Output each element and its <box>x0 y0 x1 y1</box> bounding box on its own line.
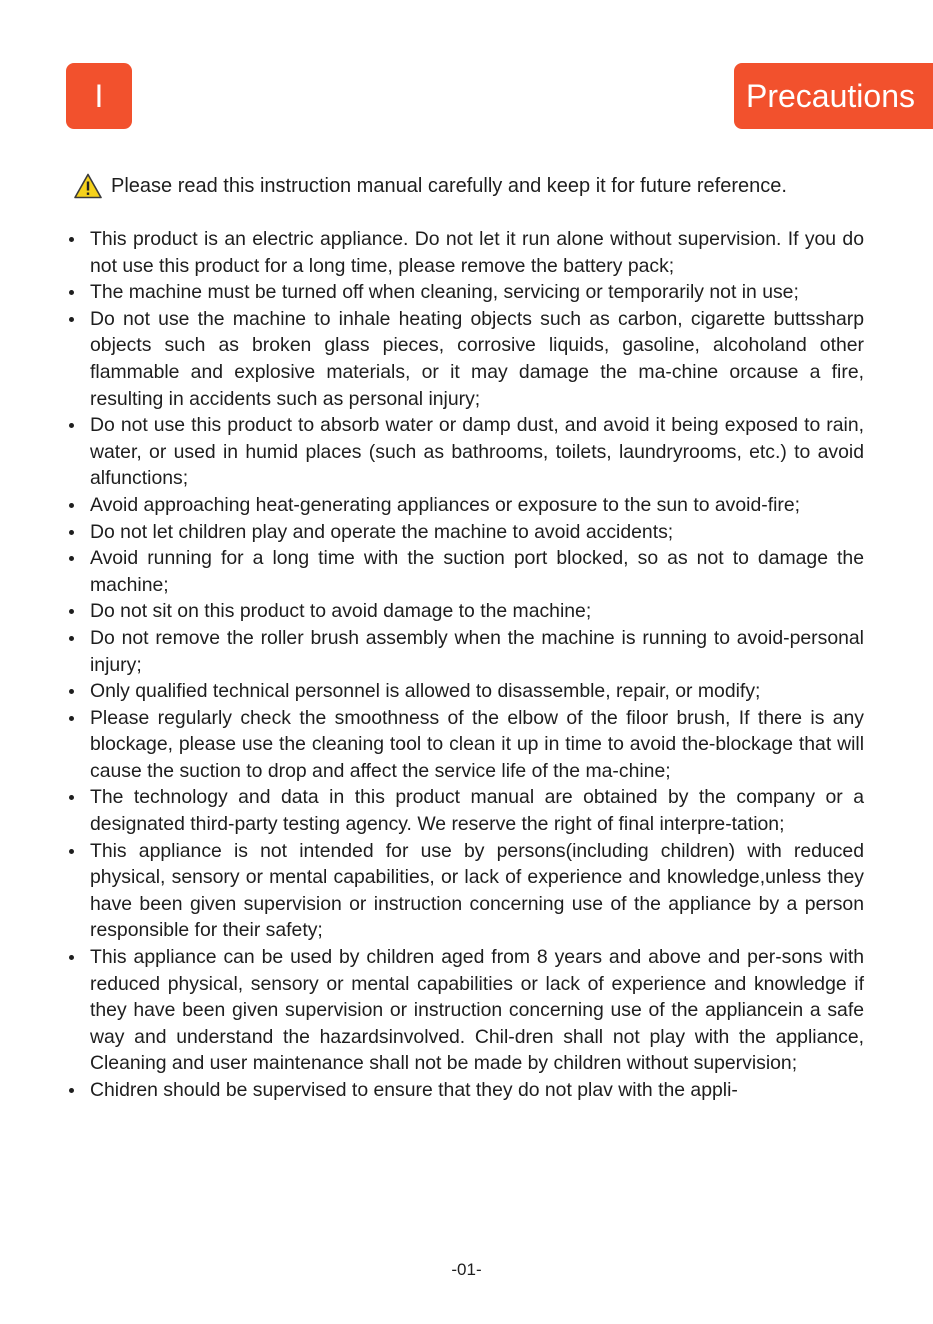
section-title: Precautions <box>746 77 915 114</box>
list-item: Please regularly check the smoothness of the elbow of the filoor brush, If there is any blockage, please use the cleaning tool to clean it up in time to avoid the-blockage that will cause the suction to drop and affect the service life of the ma-chine; <box>60 705 864 785</box>
list-item: Do not use the machine to inhale heating objects such as carbon, cigarette buttssharp objects such as broken glass pieces, corrosive liquids, gasoline, alcoholand other flammable and explosive materials, or it may damage the ma-chine orcause a fire, resulting in accidents such as personal injury; <box>60 306 864 412</box>
chapter-badge <box>66 63 132 129</box>
list-item: Avoid approaching heat-generating appliances or exposure to the sun to avoid-fire; <box>60 492 864 519</box>
list-item: Do not remove the roller brush assembly when the machine is running to avoid-personal injury; <box>60 625 864 678</box>
precautions-list <box>60 226 864 1104</box>
warning-icon <box>74 173 102 199</box>
list-item: This appliance is not intended for use by persons(including children) with reduced physical, sensory or mental capabilities, or lack of experience and knowledge,unless they have been given supervision or instruction concerning use of the appliance by a person responsible for their safety; <box>60 838 864 944</box>
list-item: The technology and data in this product manual are obtained by the company or a designated third-party testing agency. We reserve the right of final interpre-tation; <box>60 784 864 837</box>
section-title-badge <box>734 63 933 129</box>
list-item: This appliance can be used by children aged from 8 years and above and per-sons with reduced physical, sensory or mental capabilities or lack of experience and knowledge if they have been given supervision or instruction concerning use of the appliancein a safe way and understand the hazardsinvolved. Chil-dren shall not play with the appliance, Cleaning and user maintenance shall not be made by children without supervision; <box>60 944 864 1077</box>
list-item: Do not use this product to absorb water or damp dust, and avoid it being exposed to rain, water, or used in humid places (such as bathrooms, toilets, laundryrooms, etc.) to avoid alfunctions; <box>60 412 864 492</box>
list-item: This product is an electric appliance. Do not let it run alone without supervision. If you do not use this product for a long time, please remove the battery pack; <box>60 226 864 279</box>
list-item: Only qualified technical personnel is allowed to disassemble, repair, or modify; <box>60 678 864 705</box>
notice-text: Please read this instruction manual carefully and keep it for future reference. <box>111 174 787 197</box>
list-item: The machine must be turned off when cleaning, servicing or temporarily not in use; <box>60 279 864 306</box>
list-item: Do not sit on this product to avoid damage to the machine; <box>60 598 864 625</box>
chapter-number: I <box>94 77 104 114</box>
reference-notice <box>74 171 787 201</box>
page-number: -01- <box>451 1260 482 1279</box>
list-item: Chidren should be supervised to ensure that they do not plav with the appli- <box>60 1077 864 1104</box>
list-item: Avoid running for a long time with the suction port blocked, so as not to damage the machine; <box>60 545 864 598</box>
list-item: Do not let children play and operate the machine to avoid accidents; <box>60 519 864 546</box>
